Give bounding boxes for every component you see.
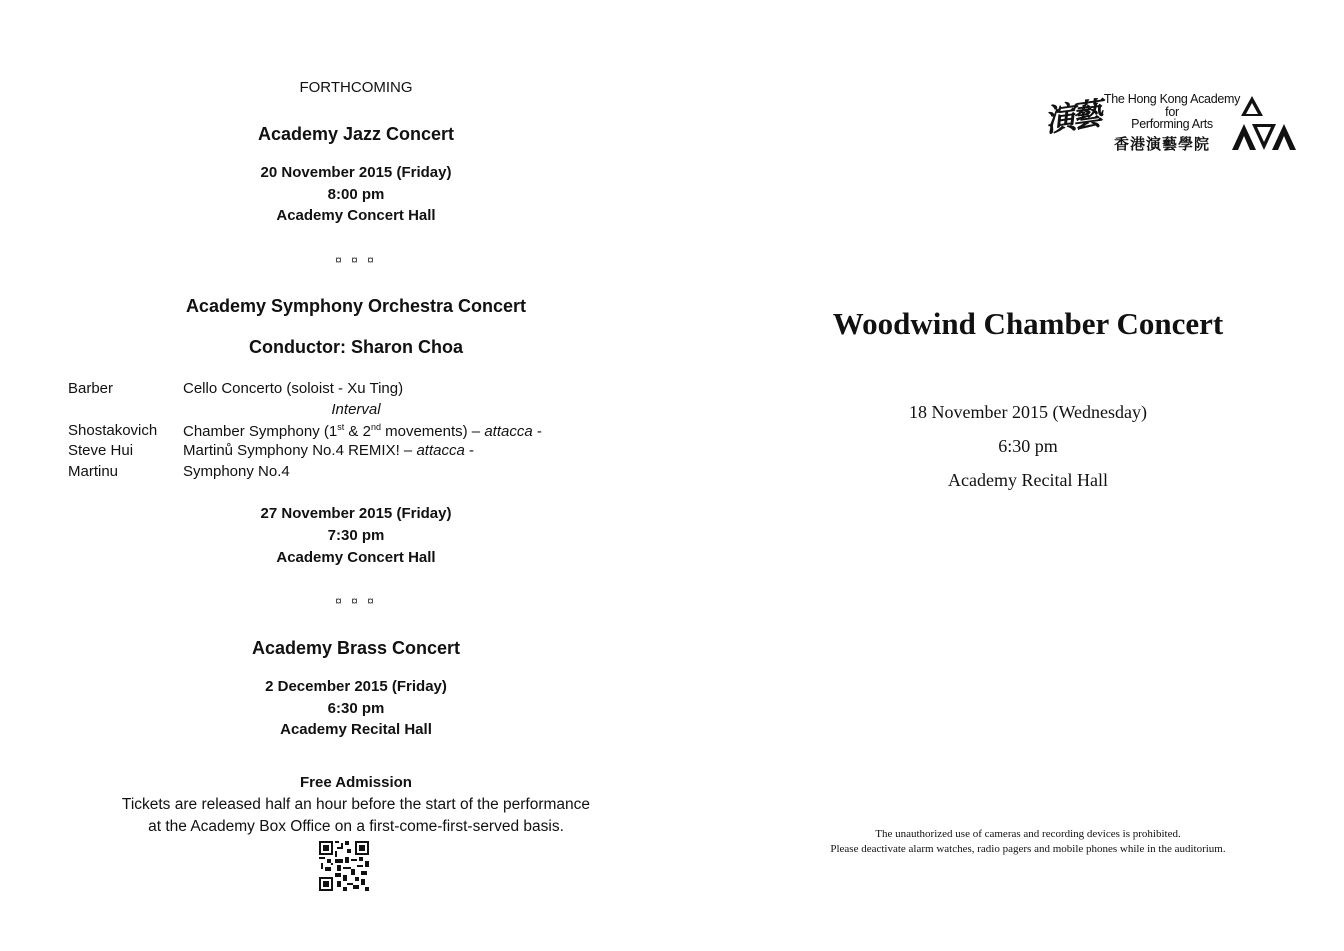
program-work: Chamber Symphony (1st & 2nd movements) – attacca - xyxy=(183,422,542,440)
jazz-concert-venue: Academy Concert Hall xyxy=(276,207,436,224)
brass-concert-venue: Academy Recital Hall xyxy=(280,721,432,738)
symphony-concert-time: 7:30 pm xyxy=(327,527,385,544)
program-composer: Barber xyxy=(68,380,114,397)
logo-chinese-text: 香港演藝學院 xyxy=(1114,136,1211,153)
concert-date: 18 November 2015 (Wednesday) xyxy=(909,402,1147,422)
program-composer: Steve Hui xyxy=(68,442,134,459)
program-composer: Martinu xyxy=(68,463,119,480)
separator-ornament: ¤ ¤ ¤ xyxy=(335,253,377,267)
logo-english-text: The Hong Kong Academy for Performing Arts xyxy=(1103,92,1241,131)
concert-time: 6:30 pm xyxy=(998,436,1058,456)
jazz-concert-time: 8:00 pm xyxy=(327,186,385,203)
notice-line2: Please deactivate alarm watches, radio pagers and mobile phones while in the auditorium. xyxy=(830,843,1226,855)
right-panel-cover xyxy=(712,0,1344,951)
symphony-concert-title: Academy Symphony Orchestra Concert xyxy=(185,296,527,316)
symphony-conductor: Conductor: Sharon Choa xyxy=(249,337,463,357)
forthcoming-heading: FORTHCOMING xyxy=(299,79,413,96)
program-interval: Interval xyxy=(331,401,381,418)
calligraphy-logo-mark: 演藝 xyxy=(1042,96,1101,139)
jazz-concert-title: Academy Jazz Concert xyxy=(257,124,455,144)
free-admission-title: Free Admission xyxy=(300,774,412,791)
notice-line1: The unauthorized use of cameras and recording devices is prohibited. xyxy=(875,828,1181,840)
separator-ornament: ¤ ¤ ¤ xyxy=(335,594,377,608)
brass-concert-title: Academy Brass Concert xyxy=(251,638,461,658)
hkapa-logo xyxy=(1042,88,1306,158)
qr-code[interactable] xyxy=(317,841,371,891)
brass-concert-time: 6:30 pm xyxy=(327,700,385,717)
jazz-concert-date: 20 November 2015 (Friday) xyxy=(260,164,452,181)
apa-triangle-icon xyxy=(1230,94,1298,152)
admission-note-line1: Tickets are released half an hour before the start of the performance xyxy=(121,796,591,813)
brass-concert-date: 2 December 2015 (Friday) xyxy=(265,678,447,695)
symphony-concert-date: 27 November 2015 (Friday) xyxy=(260,505,452,522)
program-composer: Shostakovich xyxy=(68,422,158,439)
program-work: Martinů Symphony No.4 REMIX! – attacca - xyxy=(183,442,474,459)
program-work: Symphony No.4 xyxy=(183,463,290,480)
symphony-concert-venue: Academy Concert Hall xyxy=(276,549,436,566)
concert-title: Woodwind Chamber Concert xyxy=(832,306,1224,341)
concert-venue: Academy Recital Hall xyxy=(948,470,1108,490)
admission-note-line2: at the Academy Box Office on a first-come-first-served basis. xyxy=(148,818,564,835)
program-work: Cello Concerto (soloist - Xu Ting) xyxy=(183,380,404,397)
